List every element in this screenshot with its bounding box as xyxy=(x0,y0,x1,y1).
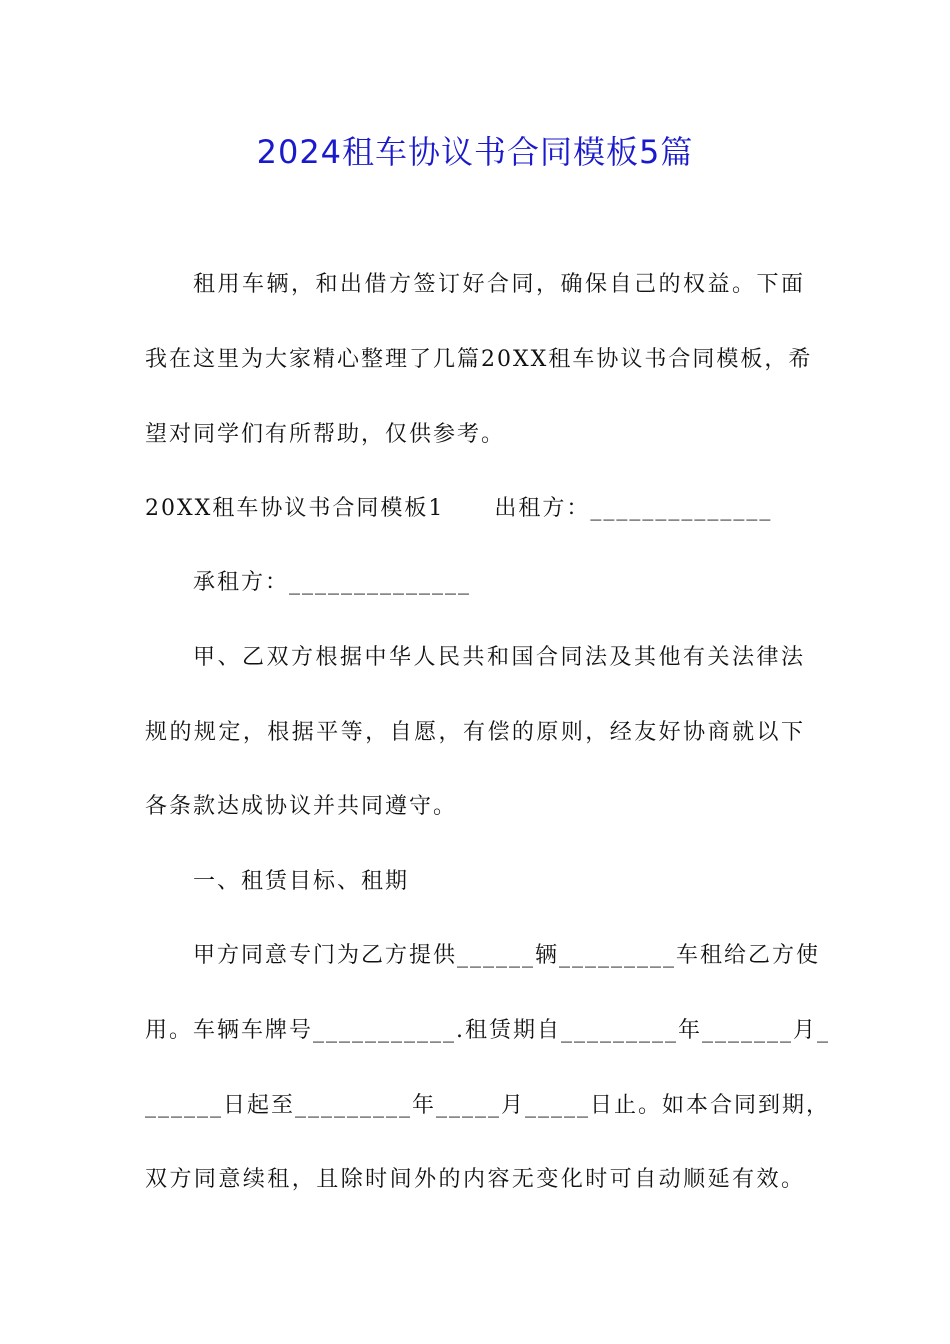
paragraph-line: 甲、乙双方根据中华人民共和国合同法及其他有关法律法 xyxy=(193,645,805,670)
paragraph-line: 用。车辆车牌号___________.租赁期自_________年_______月_ xyxy=(145,1018,830,1043)
lessee-field: 承租方：______________ xyxy=(193,570,472,595)
template-heading: 20XX租车协议书合同模板1 xyxy=(145,496,445,521)
paragraph-line: 规的规定，根据平等，自愿，有偿的原则，经友好协商就以下 xyxy=(145,720,805,745)
paragraph-line: 我在这里为大家精心整理了几篇20XX租车协议书合同模板，希 xyxy=(145,347,813,372)
paragraph-line: ______日起至_________年_____月_____日止。如本合同到期， xyxy=(145,1093,831,1118)
section-heading: 一、租赁目标、租期 xyxy=(193,869,410,894)
paragraph-line: 望对同学们有所帮助，仅供参考。 xyxy=(145,422,506,447)
document-title: 2024租车协议书合同模板5篇 xyxy=(256,133,694,171)
paragraph-line: 租用车辆，和出借方签订好合同，确保自己的权益。下面 xyxy=(193,272,805,297)
paragraph-line: 甲方同意专门为乙方提供______辆_________车租给乙方使 xyxy=(193,943,821,968)
lessor-field: 出租方：______________ xyxy=(494,496,773,521)
paragraph-line: 双方同意续租，且除时间外的内容无变化时可自动顺延有效。 xyxy=(145,1167,805,1192)
paragraph-line: 各条款达成协议并共同遵守。 xyxy=(145,794,458,819)
template-heading-line xyxy=(145,494,772,524)
